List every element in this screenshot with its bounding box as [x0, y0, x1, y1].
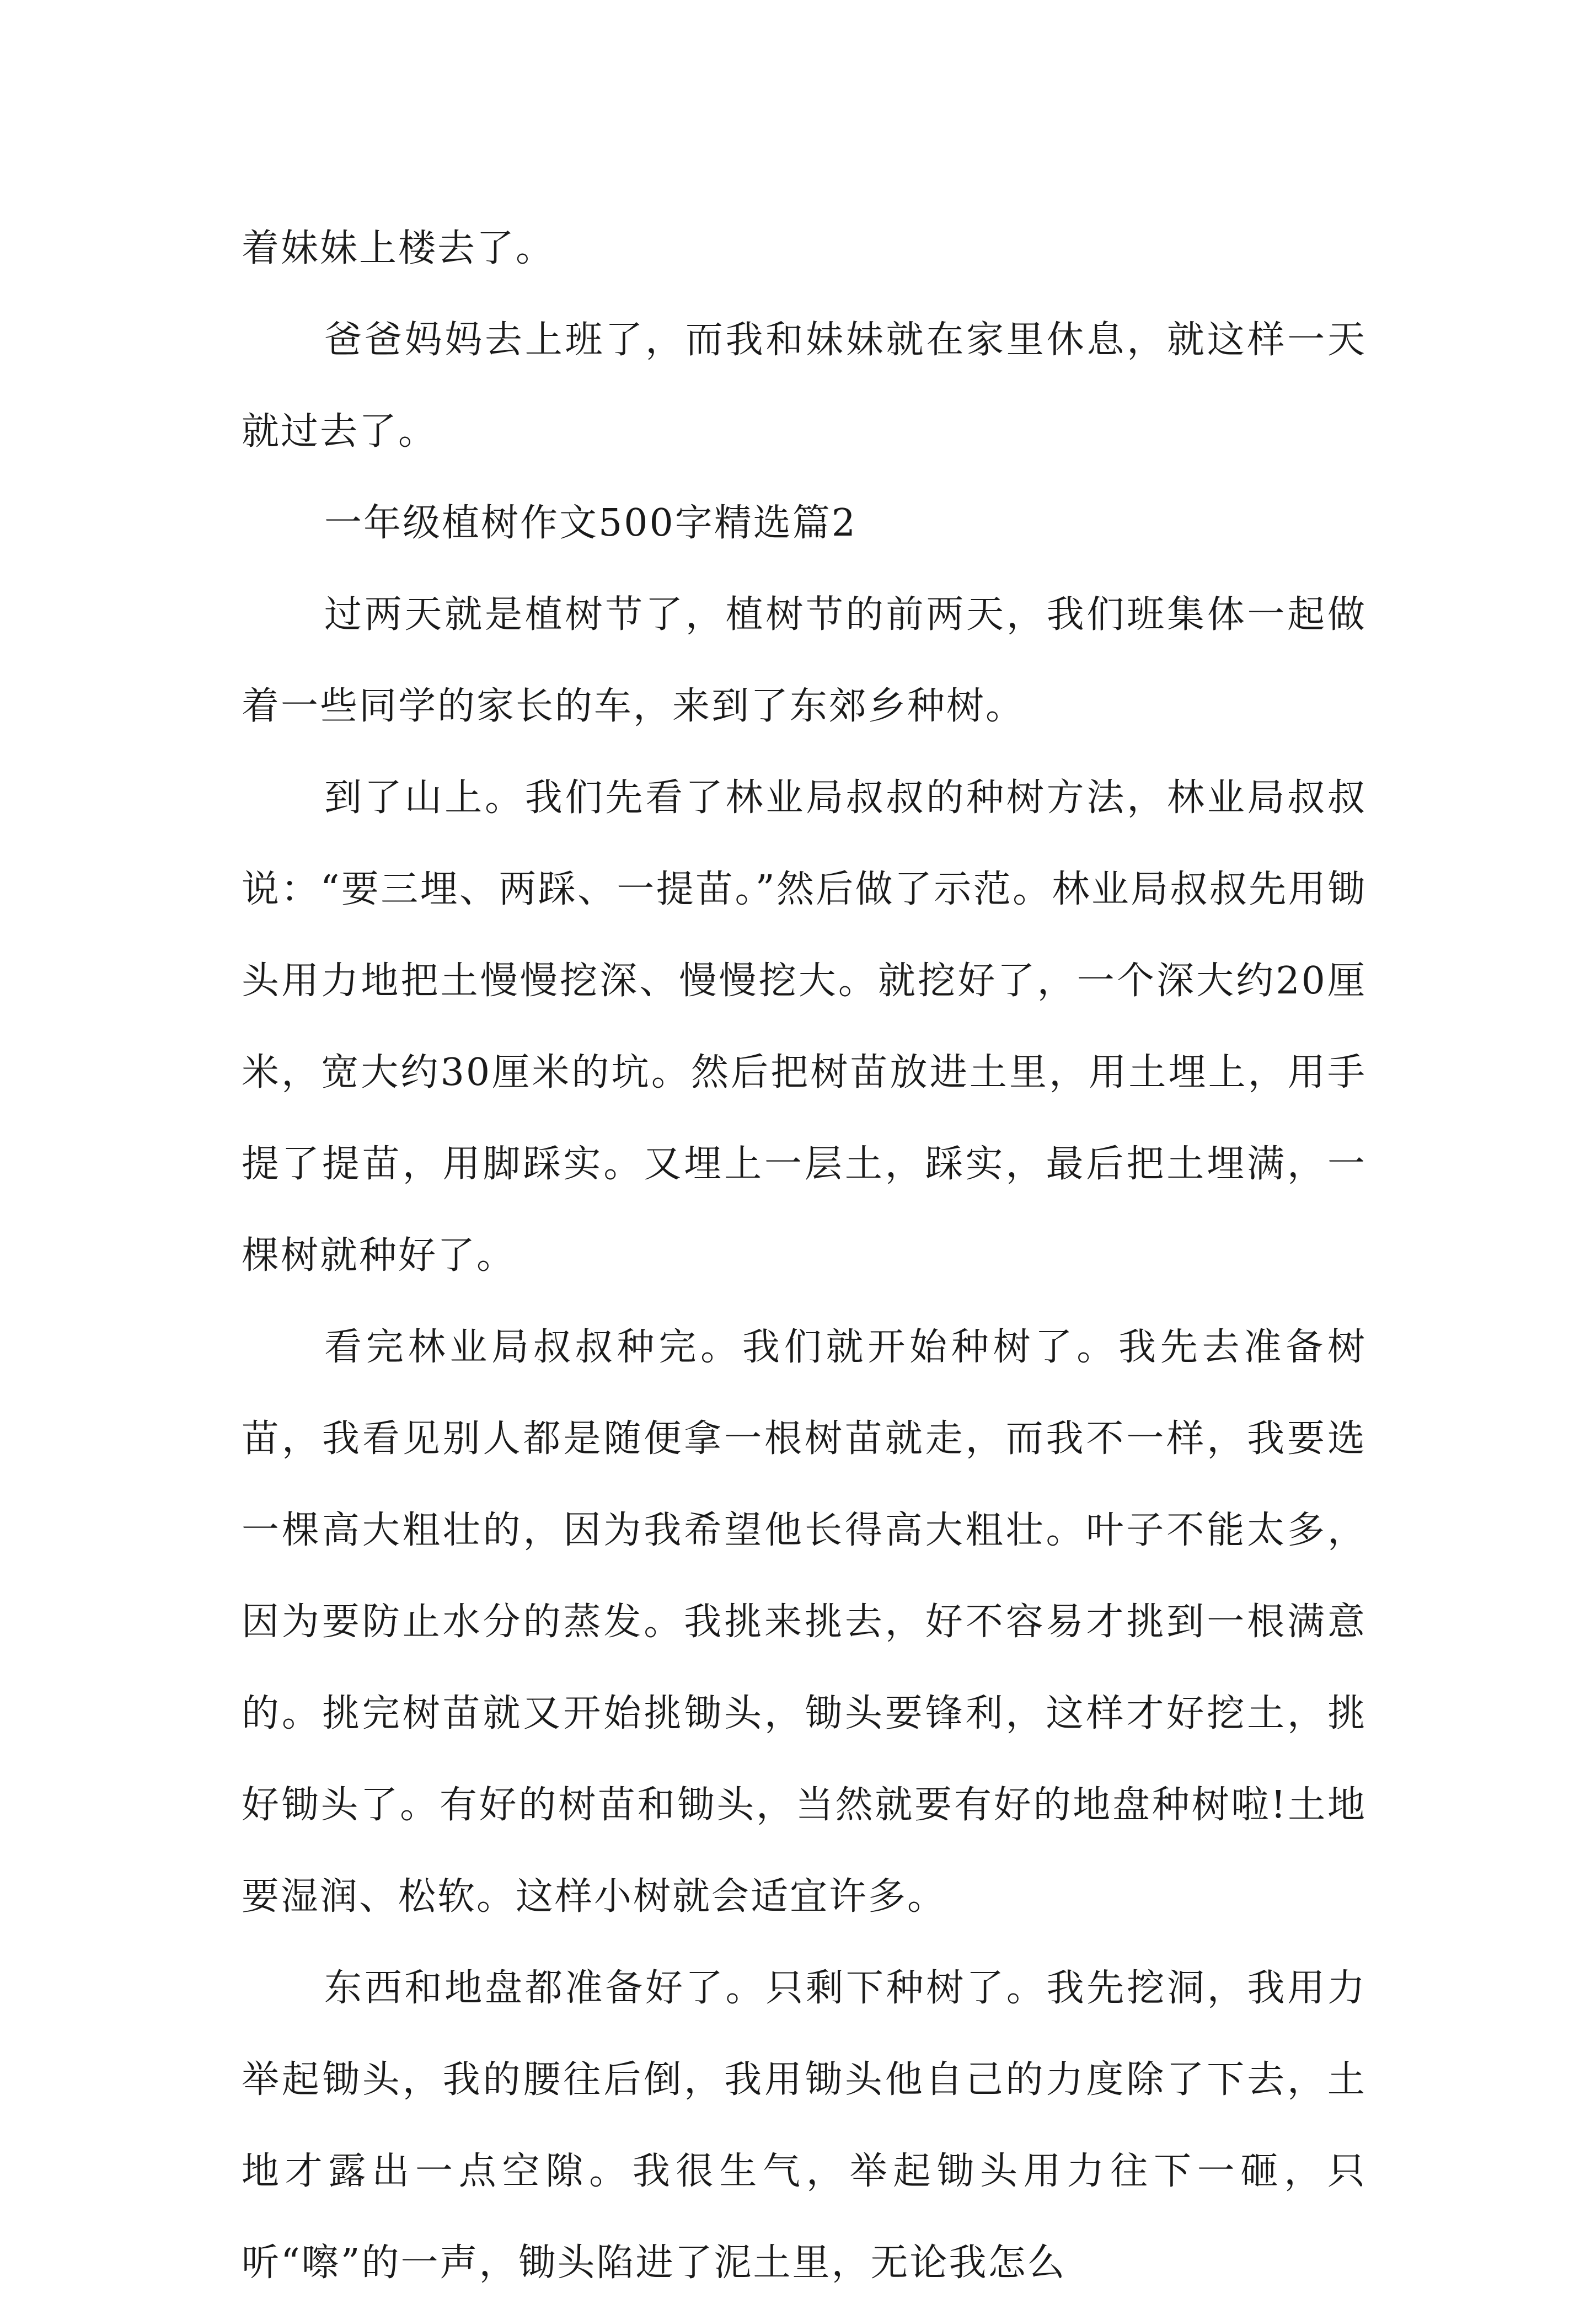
paragraph: 看完林业局叔叔种完。我们就开始种树了。我先去准备树苗，我看见别人都是随便拿一根树苗就走，而我不一样，我要选一棵高大粗壮的，因为我希望他长得高大粗壮。叶子不能太多，因为要防止水分的蒸发。我挑来挑去，好不容易才挑到一根满意的。挑完树苗就又开始挑锄头，锄头要锋利，这样才好挖土，挑好锄头了。有好的树苗和锄头，当然就要有好的地盘种树啦!土地要湿润、松软。这样小树就会适宜许多。 — [242, 1325, 1367, 1918]
section-title: 一年级植树作文500字精选篇2 — [324, 501, 858, 545]
paragraph-continuation: 着妹妹上楼去了。 — [242, 227, 555, 270]
paragraph: 东西和地盘都准备好了。只剩下种树了。我先挖洞，我用力举起锄头，我的腰往后倒，我用锄头他自己的力度除了下去，土地才露出一点空隙。我很生气，举起锄头用力往下一砸，只听“嚓”的一声，锄头陷进了泥土里，无论我怎么 — [242, 1966, 1367, 2285]
paragraph: 过两天就是植树节了，植树节的前两天，我们班集体一起做着一些同学的家长的车，来到了东郊乡种树。 — [242, 593, 1367, 728]
paragraph: 到了山上。我们先看了林业局叔叔的种树方法，林业局叔叔说：“要三埋、两踩、一提苗。”然后做了示范。林业局叔叔先用锄头用力地把土慢慢挖深、慢慢挖大。就挖好了，一个深大约20厘米，宽大约30厘米的坑。然后把树苗放进土里，用土埋上，用手提了提苗，用脚踩实。又埋上一层土，踩实，最后把土埋满，一棵树就种好了。 — [242, 776, 1367, 1278]
paragraph: 爸爸妈妈去上班了，而我和妹妹就在家里休息，就这样一天就过去了。 — [242, 318, 1367, 453]
essay-body — [242, 203, 1367, 2309]
